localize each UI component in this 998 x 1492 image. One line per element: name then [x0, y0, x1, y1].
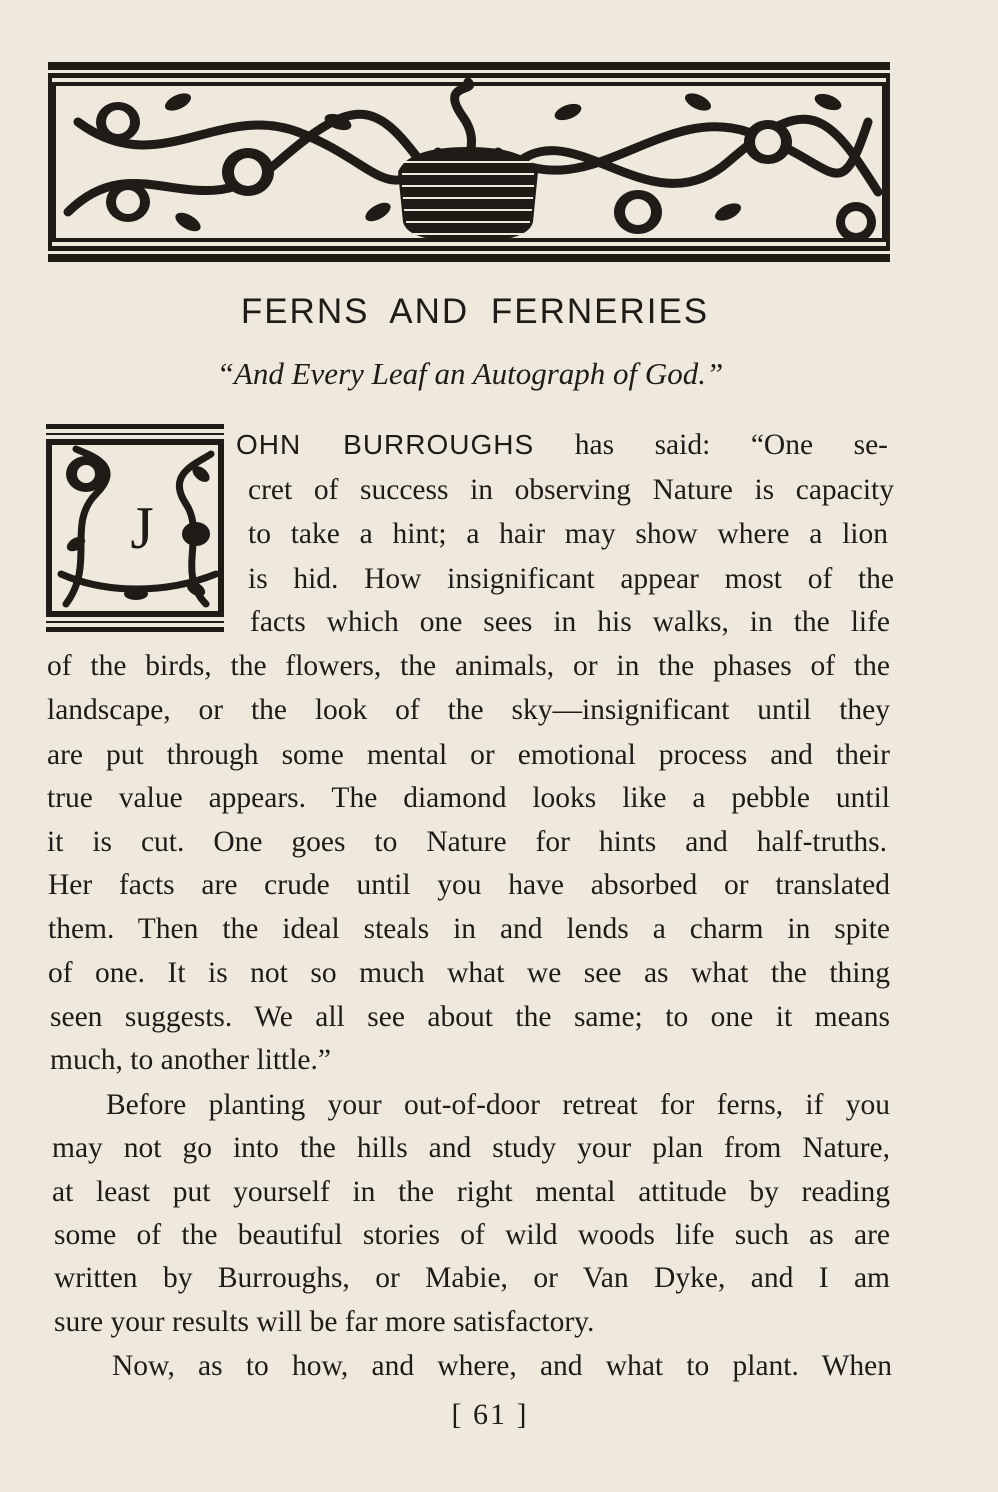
text-line: at least put yourself in the right mental attitude by reading: [52, 1176, 890, 1208]
text-line: true value appears. The diamond looks like a pebble until: [47, 782, 890, 814]
text-line: them. Then the ideal steals in and lends a charm in spite: [48, 913, 890, 945]
drop-cap-ornament: [46, 424, 224, 632]
text-line: to take a hint; a hair may show where a lion: [248, 518, 888, 550]
text-line: sure your results will be far more satisfactory.: [54, 1306, 595, 1338]
text-line: is hid. How insignificant appear most of the: [248, 563, 894, 595]
text-line: Now, as to how, and where, and what to plant. When: [112, 1350, 892, 1382]
text-line: [236, 425, 888, 465]
text-line: of one. It is not so much what we see as what the thing: [48, 957, 890, 989]
epigraph: “And Every Leaf an Autograph of God.”: [216, 356, 724, 391]
text-line: Before planting your out-of-door retreat for ferns, if you: [106, 1089, 890, 1121]
page-number: [ 61 ]: [451, 1398, 529, 1431]
chapter-title: FERNS AND FERNERIES: [240, 292, 710, 331]
text-line: Her facts are crude until you have absorbed or translated: [48, 869, 890, 901]
text-line: much, to another little.”: [50, 1044, 331, 1076]
text-line: may not go into the hills and study your plan from Nature,: [52, 1132, 890, 1164]
text-line: of the birds, the flowers, the animals, or in the phases of the: [47, 650, 890, 682]
text-line: seen suggests. We all see about the same; to one it means: [50, 1001, 890, 1033]
text-line: landscape, or the look of the sky—insignificant until they: [47, 694, 890, 726]
header-ornament-rose-vine: [48, 62, 890, 262]
text-line: some of the beautiful stories of wild woods life such as are: [54, 1219, 890, 1251]
text-line: it is cut. One goes to Nature for hints and half-truths.: [47, 826, 887, 858]
lead-small-caps: OHN BURROUGHS: [236, 429, 535, 460]
drop-cap-letter: J: [111, 488, 173, 568]
text-line: facts which one sees in his walks, in the life: [250, 606, 890, 638]
text-line: are put through some mental or emotional process and their: [47, 739, 890, 771]
text-line: written by Burroughs, or Mabie, or Van Dyke, and I am: [54, 1262, 890, 1294]
text-line: cret of success in observing Nature is capacity: [248, 474, 894, 506]
line-text: has said: “One se-: [534, 429, 889, 461]
